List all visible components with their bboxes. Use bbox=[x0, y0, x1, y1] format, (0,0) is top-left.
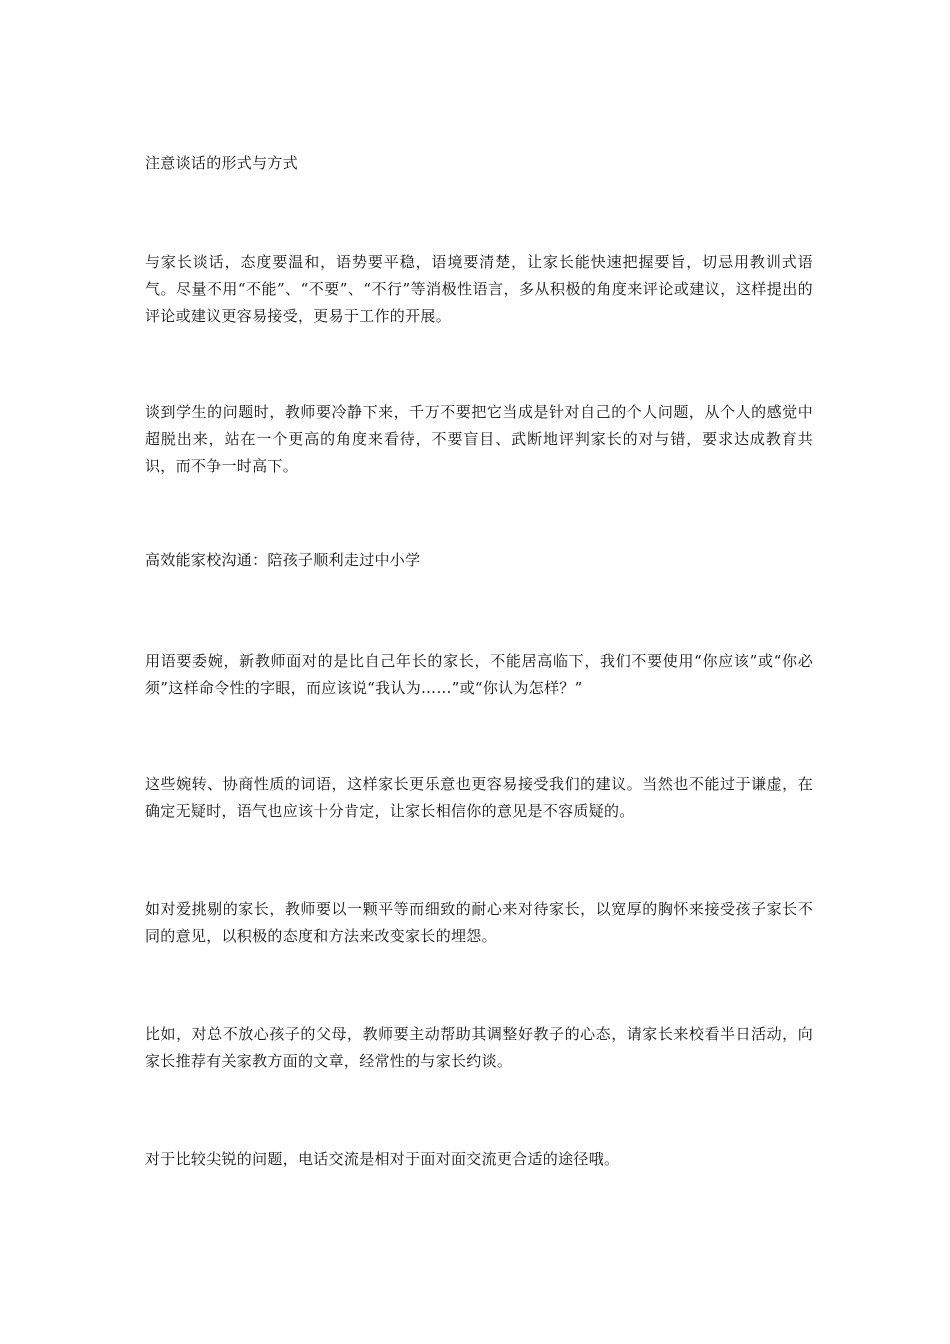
paragraph: 对于比较尖锐的问题，电话交流是相对于面对面交流更合适的途径哦。 bbox=[145, 1150, 620, 1168]
section-heading: 高效能家校沟通：陪孩子顺利走过中小学 bbox=[145, 551, 421, 569]
paragraph: 如对爱挑剔的家长，教师要以一颗平等而细致的耐心来对待家长，以宽厚的胸怀来接受孩子家长不同的意见，以积极的态度和方法来改变家长的埋怨。 bbox=[145, 900, 813, 945]
section-heading: 注意谈话的形式与方式 bbox=[145, 154, 299, 172]
paragraph: 比如，对总不放心孩子的父母，教师要主动帮助其调整好教子的心态，请家长来校看半日活动，向家长推荐有关家教方面的文章，经常性的与家长约谈。 bbox=[145, 1025, 813, 1070]
paragraph: 谈到学生的问题时，教师要冷静下来，千万不要把它当成是针对自己的个人问题，从个人的感觉中超脱出来，站在一个更高的角度来看待，不要盲目、武断地评判家长的对与错，要求达成教育共识，而不争一时高下。 bbox=[145, 403, 813, 475]
paragraph: 与家长谈话，态度要温和，语势要平稳，语境要清楚，让家长能快速把握要旨，切忌用教训式语气。尽量不用“不能”、“不要”、“不行”等消极性语言，多从积极的角度来评论或建议，这样提出的评论或建议更容易接受，更易于工作的开展。 bbox=[145, 253, 813, 325]
paragraph: 用语要委婉，新教师面对的是比自己年长的家长，不能居高临下，我们不要使用“你应该”或“你必须”这样命令性的字眼，而应该说“我认为……”或“你认为怎样？” bbox=[145, 652, 813, 697]
paragraph: 这些婉转、协商性质的词语，这样家长更乐意也更容易接受我们的建议。当然也不能过于谦虚，在确定无疑时，语气也应该十分肯定，让家长相信你的意见是不容质疑的。 bbox=[145, 775, 813, 820]
